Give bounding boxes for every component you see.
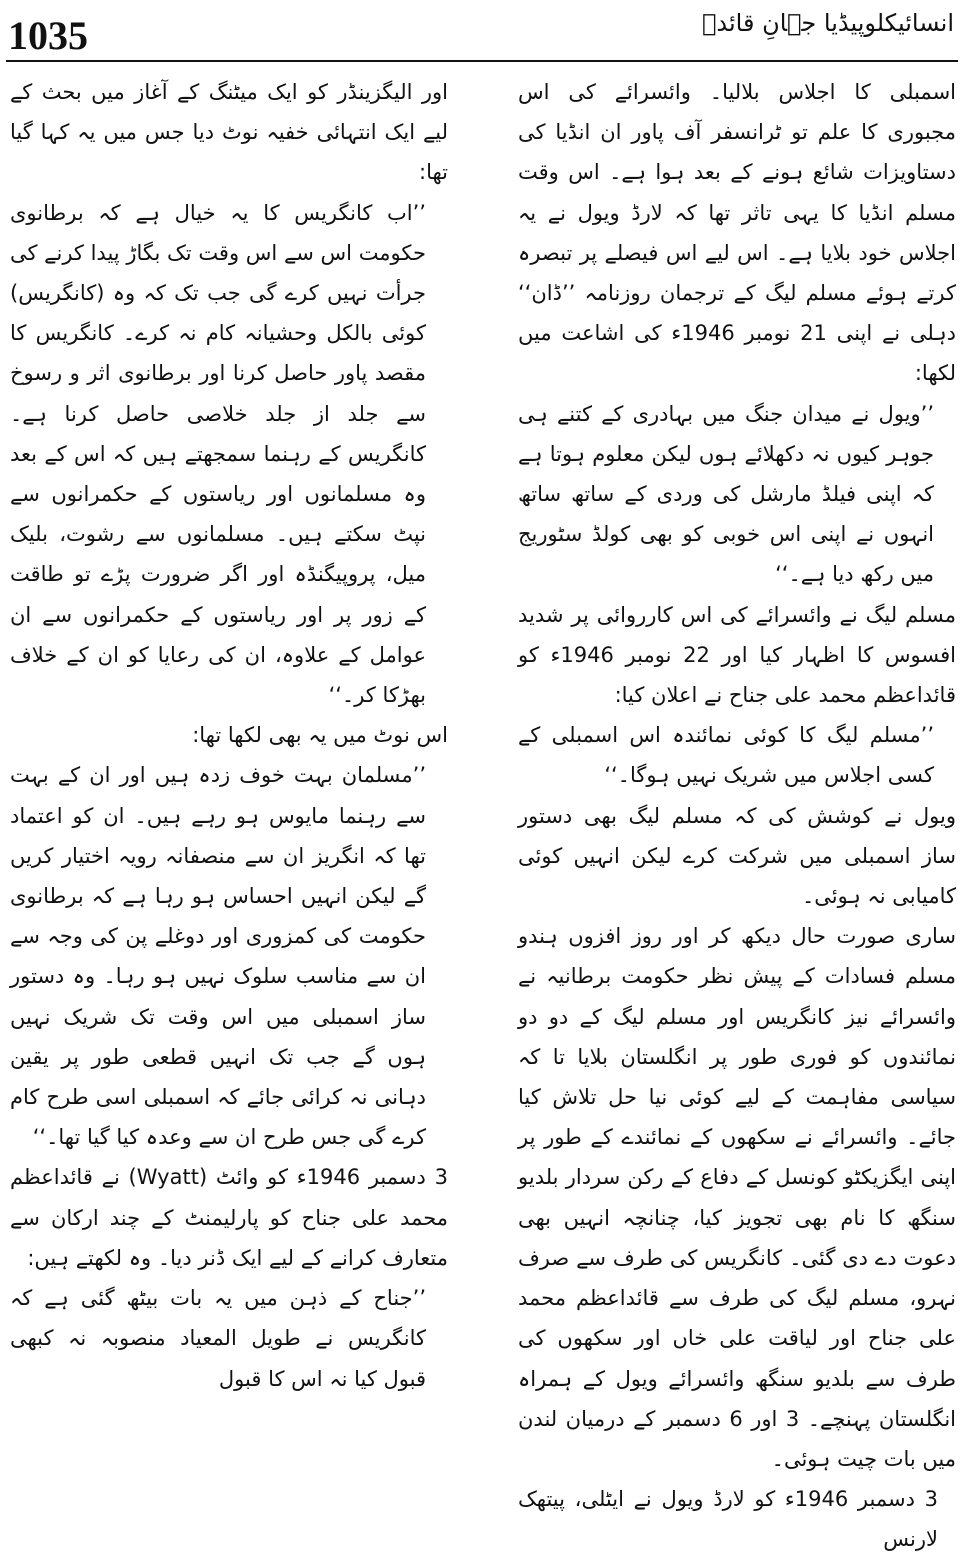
header-rule	[6, 60, 958, 62]
paragraph: ویول نے کوشش کی کہ مسلم لیگ بھی دستور ساز اسمبلی میں شرکت کرے لیکن انہیں کوئی کامیابی نہ ہوئی۔	[518, 803, 956, 909]
page-number: 1035	[8, 13, 88, 58]
paragraph: اسمبلی کا اجلاس بلالیا۔ وائسرائے کی اس مجبوری کا علم تو ٹرانسفر آف پاور ان انڈیا کی دستاویزات شائع ہونے کے بعد ہوا ہے۔ اس وقت مسلم انڈیا کا یہی تاثر تھا کہ لارڈ ویول نے یہ اجلاس خود بلایا ہے۔ اس لیے اس فیصلے پر تبصرہ کرتے ہوئے مسلم لیگ کے ترجمان روزنامہ ’’ڈان‘‘ دہلی نے اپنی 21 نومبر 1946ء کی اشاعت میں لکھا:	[518, 80, 957, 386]
left-column	[10, 72, 448, 1394]
paragraph: اس نوٹ میں یہ بھی لکھا تھا:	[192, 723, 448, 748]
quotation: ’’ویول نے میدان جنگ میں بہادری کے کتنے ہی جوہر کیوں نہ دکھلائے ہوں لیکن معلوم ہوتا ہے کہ اپنی فیلڈ مارشل کی وردی کے ساتھ ساتھ انہوں نے اپنی اس خوبی کو بھی کولڈ سٹوریج میں رکھ دیا ہے۔‘‘	[518, 401, 934, 587]
quotation: ’’مسلم لیگ کا کوئی نمائندہ اس اسمبلی کے کسی اجلاس میں شریک نہیں ہوگا۔‘‘	[518, 723, 934, 788]
paragraph: 3 دسمبر 1946ء کو وائٹ (Wyatt) نے قائداعظم محمد علی جناح کو پارلیمنٹ کے چند ارکان سے متعارف کرانے کے لیے ایک ڈنر دیا۔ وہ لکھتے ہیں:	[10, 1165, 448, 1270]
quotation: ’’جناح کے ذہن میں یہ بات بیٹھ گئی ہے کہ کانگریس نے طویل المعیاد منصوبہ نہ کبھی قبول کیا نہ اس کا قبول	[10, 1286, 426, 1391]
paragraph: مسلم لیگ نے وائسرائے کی اس کارروائی پر شدید افسوس کا اظہار کیا اور 22 نومبر 1946ء کو قائداعظم محمد علی جناح نے اعلان کیا:	[518, 602, 956, 708]
page-header	[0, 0, 968, 62]
quotation: ’’مسلمان بہت خوف زدہ ہیں اور ان کے بہت سے رہنما مایوس ہو رہے ہیں۔ ان کو اعتماد تھا کہ انگریز ان سے منصفانہ رویہ اختیار کریں گے لیکن انہیں احساس ہو رہا ہے کہ برطانوی حکومت کی کمزوری اور دوغلے پن کی وجہ سے ان سے مناسب سلوک نہیں ہو رہا۔ وہ دستور ساز اسمبلی میں اس وقت تک شریک نہیں ہوں گے جب تک انہیں قطعی طور پر یقین دہانی نہ کرائی جائے کہ اسمبلی اسی طرح کام کرے گی جس طرح ان سے وعدہ کیا گیا تھا۔‘‘	[10, 763, 426, 1150]
quotation: ’’اب کانگریس کا یہ خیال ہے کہ برطانوی حکومت اس سے اس وقت تک بگاڑ پیدا کرنے کی جرأت نہیں کرے گی جب تک کہ وہ (کانگریس) کوئی بالکل وحشیانہ کام نہ کرے۔ کانگریس کا مقصد پاور حاصل کرنا اور برطانوی اثر و رسوخ سے جلد از جلد خلاصی حاصل کرنا ہے۔ کانگریس کے رہنما سمجھتے ہیں کہ اس کے بعد وہ مسلمانوں اور ریاستوں کے حکمرانوں سے نپٹ سکتے ہیں۔ مسلمانوں سے رشوت، بلیک میل، پروپیگنڈہ اور اگر ضرورت پڑے تو طاقت کے زور پر اور ریاستوں کے حکمرانوں سے ان عوامل کے علاوہ، ان کی رعایا کو ان کے خلاف بھڑکا کر۔‘‘	[10, 200, 426, 708]
right-column	[518, 72, 957, 1552]
paragraph: ساری صورت حال دیکھ کر اور روز افزوں ہندو مسلم فسادات کے پیش نظر حکومت برطانیہ نے وائسرائے نیز کانگریس اور مسلم لیگ کے دو دو نمائندوں کو فوری طور پر انگلستان بلایا تا کہ سیاسی مفاہمت کے لیے کوئی نیا حل تلاش کیا جائے۔ وائسرائے نے سکھوں کے نمائندے کے طور پر اپنی ایگزیکٹو کونسل کے دفاع کے رکن سردار بلدیو سنگھ کا نام بھی تجویز کیا، چنانچہ انہیں بھی دعوت دے دی گئی۔ کانگریس کی طرف سے صرف نہرو، مسلم لیگ کی طرف سے قائداعظم محمد علی جناح اور لیاقت علی خاں اور سکھوں کی طرف سے بلدیو سنگھ وائسرائے ویول کے ہمراہ انگلستان پہنچے۔ 3 اور 6 دسمبر کے درمیان لندن میں بات چیت ہوئی۔	[518, 924, 956, 1471]
paragraph: اور الیگزینڈر کو ایک میٹنگ کے آغاز میں بحث کے لیے ایک انتہائی خفیہ نوٹ دیا جس میں یہ کہا گیا تھا:	[10, 80, 448, 185]
paragraph: 3 دسمبر 1946ء کو لارڈ ویول نے ایٹلی، پیتھک لارنس	[518, 1487, 938, 1552]
running-title: انسائیکلوپیڈیا جہانِ قائدؒ	[702, 9, 954, 37]
